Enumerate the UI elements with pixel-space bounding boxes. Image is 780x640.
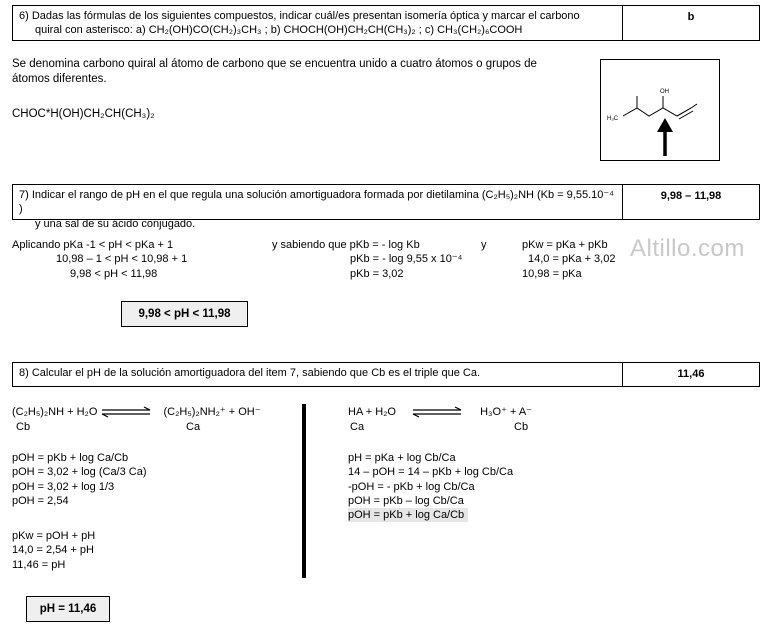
q7-answer: 9,98 – 11,98 [660,190,722,202]
equilibrium-arrow-icon [100,406,152,418]
q7-col2 [272,238,462,281]
oh-label: OH [660,89,669,95]
q7-col1-line2: 10,98 – 1 < pH < 10,98 + 1 [56,253,188,266]
structure-figure [600,59,720,161]
q8-left-step7: 11,46 = pH [12,558,66,571]
watermark: Altillo.com [630,235,745,262]
q6-question-line1: 6) Dadas las fórmulas de los siguientes compuestos, indicar cuál/es presentan isomería óptica y marcar el carbono [19,10,580,22]
q7-question [13,185,623,230]
q8-left-ca: Ca [186,421,201,433]
q7-result-box: 9,98 < pH < 11,98 [121,301,248,327]
q8-left-steps2 [12,529,95,572]
q7-col1-line3: 9,98 < pH < 11,98 [70,267,158,280]
q8-left-reactants: (C₂H₅)₂NH + H₂O [12,406,98,418]
q7-col3-line3: 10,98 = pKa [522,267,582,280]
q8-right-ca: Ca [350,421,365,433]
q8-right-products: H₃O⁺ + A⁻ [480,406,532,418]
q6-question-line2: quiral con asterisco: a) CH₂(OH)CO(CH₂)₃CH₃ ; b) CHOCH(OH)CH₂CH(CH₃)₂ ; c) CH₃(CH₂)₆COOH [35,24,523,37]
q8-answer: 11,46 [677,368,705,380]
q7-col3-line2: 14,0 = pKa + 3,02 [528,253,616,266]
q6-answer: b [687,11,695,23]
q7-question-box [12,184,760,230]
q8-right-reactants: HA + H₂O [348,406,396,418]
q7-col2-line2: pKb = 3,02 [350,267,404,280]
q6-question-box [12,5,760,41]
q7-col3 [522,238,615,281]
q8-left-step3: pOH = 3,02 + log 1/3 [12,480,115,493]
q8-left-products: (C₂H₅)₂NH₂⁺ + OH⁻ [163,406,261,418]
q8-right-step2: 14 – pOH = 14 – pKb + log Cb/Ca [348,466,514,479]
q7-question-line2: y una sal de su ácido conjugado. [35,217,196,230]
q8-left-equation [12,405,261,419]
q7-col1 [12,238,187,281]
q8-right-steps [348,451,513,522]
q8-question-box [12,362,760,387]
q8-question: 8) Calcular el pH de la solución amortiguadora del item 7, sabiendo que Cb es el triple que Ca. [13,363,623,386]
q8-left-steps [12,451,147,508]
q8-left-step5: pKw = pOH + pH [12,530,96,542]
q7-question-line1: 7) Indicar el rango de pH en el que regula una solución amortiguadora formada por dietilamina (C₂H₅)₂NH (Kb = 9,55.10⁻⁴ ) [19,189,614,216]
q8-left-step4: pOH = 2,54 [12,494,69,507]
q8-right-step4: pOH = pKb – log Cb/Ca [348,494,464,507]
q6-explanation-line2: átomos diferentes. [12,72,107,85]
arrow-up-icon [657,118,673,132]
q8-left-step2: pOH = 3,02 + log (Ca/3 Ca) [12,466,147,479]
h3c-label: H₃C [607,116,619,122]
q6-explanation-line1: Se denomina carbono quiral al átomo de carbono que se encuentra unido a cuatro átomos o grupos de [12,58,537,70]
q6-question [13,6,623,40]
q7-col2-line1: pKb = - log 9,55 x 10⁻⁴ [350,253,463,266]
q8-right-highlight: pOH = pKb + log Ca/Cb [348,508,468,522]
q7-col3-line1: pKw = pKa + pKb [522,239,608,251]
q8-right-step1: pH = pKa + log Cb/Ca [348,452,456,464]
q7-col1-line1: Aplicando pKa -1 < pH < pKa + 1 [12,239,174,251]
q6-explanation [12,57,592,87]
q8-left-step1: pOH = pKb + log Ca/Cb [12,452,129,464]
q7-col2-header: y sabiendo que pKb = - log Kb [272,239,420,251]
q7-col3-y: y [481,239,487,251]
q6-formula: CHOC*H(OH)CH₂CH(CH₃)₂ [12,108,155,120]
q8-right-step3: -pOH = - pKb + log Cb/Ca [348,480,475,493]
q8-right-equation [348,405,532,419]
equilibrium-arrow-icon-2 [411,406,463,418]
q8-right-cb: Cb [514,421,529,433]
column-divider [302,404,306,578]
q8-result-box: pH = 11,46 [26,596,110,622]
skeletal-formula-diagram [601,60,719,160]
q8-left-cb: Cb [16,421,31,433]
q8-left-step6: 14,0 = 2,54 + pH [12,544,94,557]
